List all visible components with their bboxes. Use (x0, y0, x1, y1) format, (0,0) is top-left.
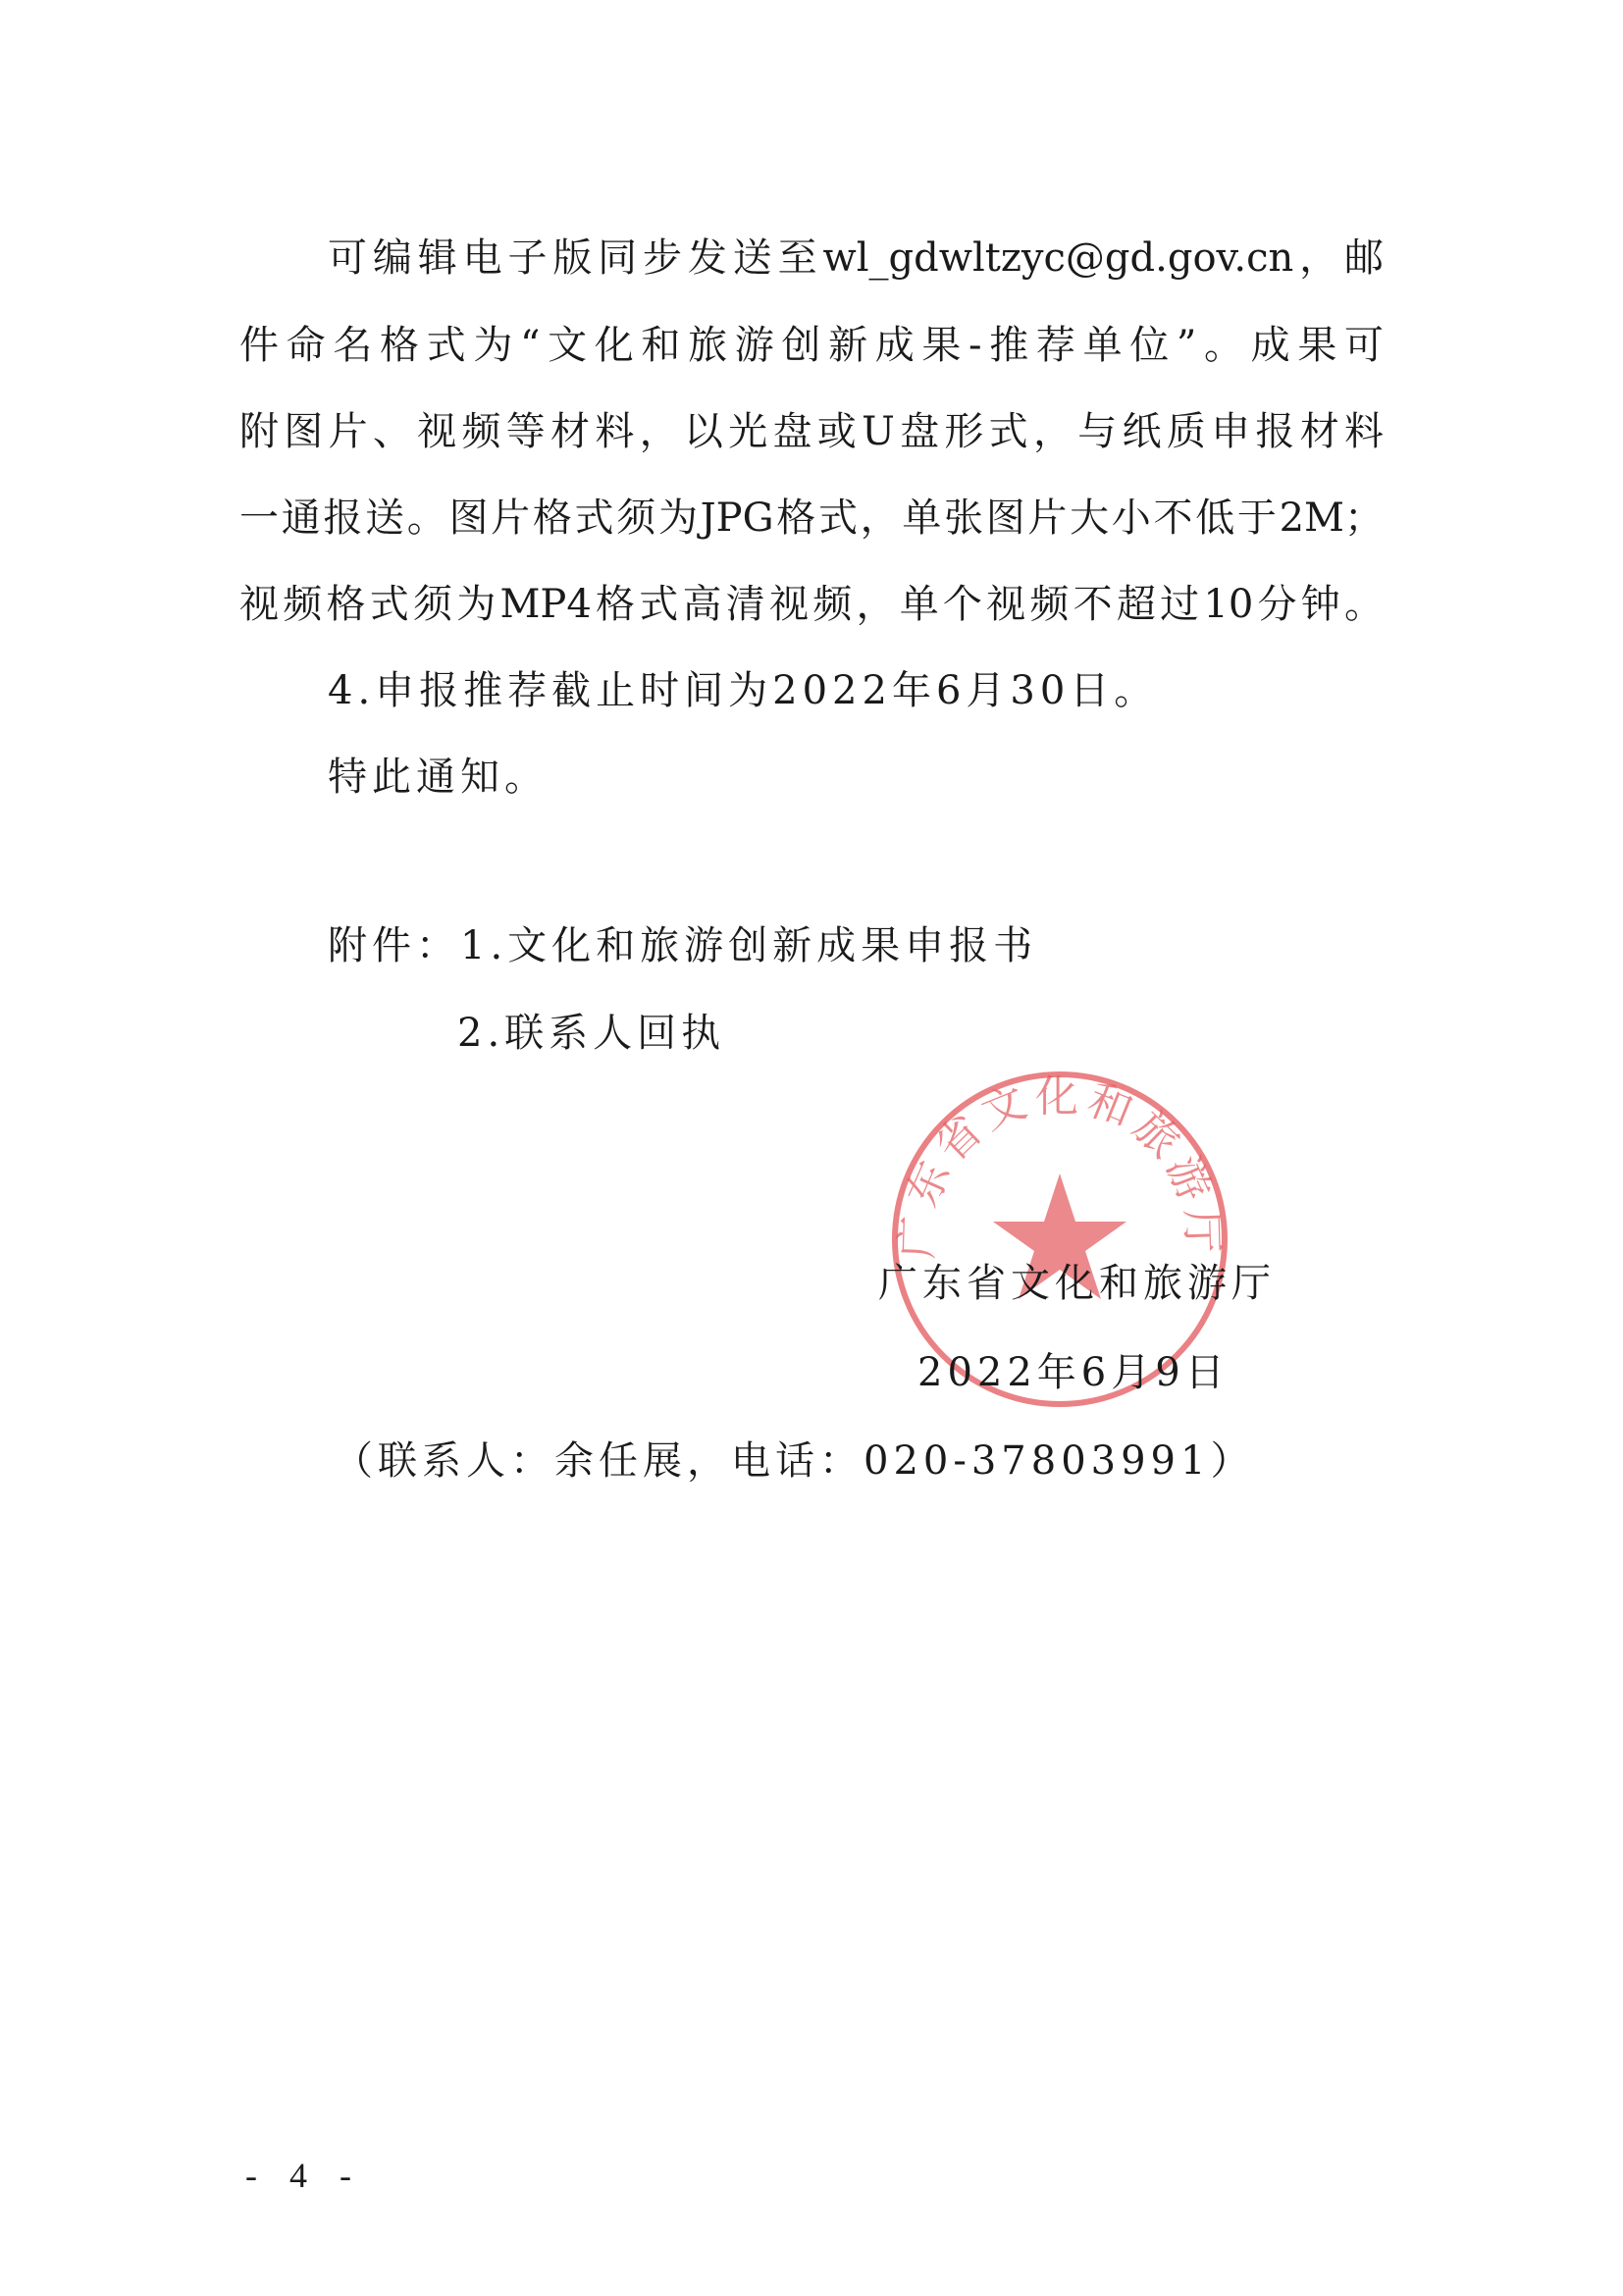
issue-date: 2022年6月9日 (917, 1350, 1230, 1395)
deadline-paragraph: 4.申报推荐截止时间为2022年6月30日。 (328, 668, 1159, 713)
body-line-2: 件命名格式为“文化和旅游创新成果-推荐单位”。成果可 (239, 323, 1384, 368)
body-line-4: 一通报送。图片格式须为JPG格式，单张图片大小不低于2M； (239, 496, 1384, 541)
page-number: - 4 - (245, 2156, 363, 2195)
attachment-item-1: 1.文化和旅游创新成果申报书 (460, 923, 1038, 968)
attachments-label: 附件： (328, 923, 460, 968)
closing-text: 特此通知。 (328, 755, 549, 800)
attachment-item-2: 2.联系人回执 (457, 1011, 726, 1056)
body-line-5: 视频格式须为MP4格式高清视频，单个视频不超过10分钟。 (239, 582, 1384, 627)
body-line-3: 附图片、视频等材料，以光盘或U盘形式，与纸质申报材料 (239, 409, 1384, 454)
body-line-1: 可编辑电子版同步发送至wl_gdwltzyc@gd.gov.cn，邮 (328, 235, 1384, 281)
issuer-name: 广东省文化和旅游厅 (878, 1261, 1276, 1306)
attachments-block (328, 922, 1037, 969)
seal-ring-text: 广东省文化和旅游厅 (892, 1071, 1228, 1260)
contact-info: （联系人：余任展，电话：020-37803991） (334, 1438, 1255, 1484)
